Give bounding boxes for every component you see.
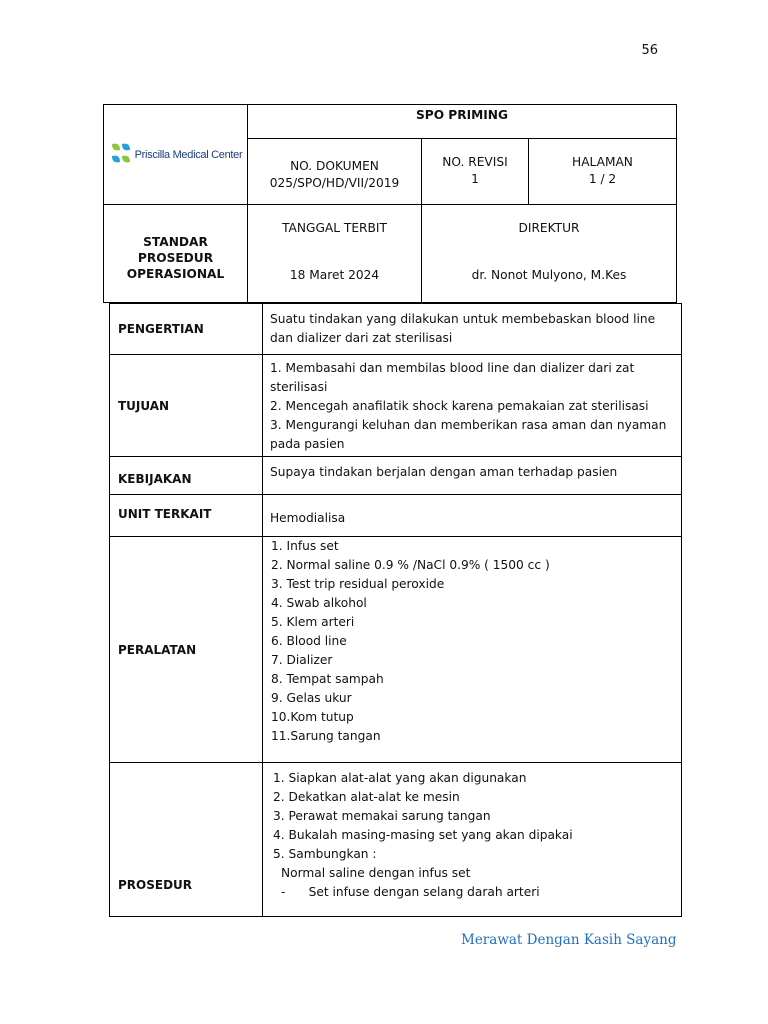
peralatan-list: [263, 537, 682, 763]
list-item: 2. Dekatkan alat-alat ke mesin: [273, 790, 460, 804]
halaman-value: 1 / 2: [588, 172, 617, 186]
kebijakan-label: KEBIJAKAN: [110, 457, 263, 495]
prosedur-subitem: Normal saline dengan infus set: [281, 866, 471, 880]
prosedur-dash-item: - Set infuse dengan selang darah arteri: [281, 885, 540, 899]
procedure-table: [109, 303, 682, 917]
list-item: 3. Test trip residual peroxide: [271, 577, 445, 591]
logo-text: Priscilla Medical Center: [134, 148, 243, 161]
clover-logo-icon: [109, 141, 133, 169]
no-dokumen-value: 025/SPO/HD/VII/2019: [269, 175, 400, 190]
tanggal-label: TANGGAL TERBIT: [282, 221, 387, 235]
list-item: 1. Membasahi dan membilas blood line dan dializer dari zat sterilisasi: [270, 361, 635, 394]
list-item: 5. Klem arteri: [271, 615, 355, 629]
unit-terkait-text: Hemodialisa: [263, 495, 682, 537]
standar-prosedur-cell: [104, 205, 248, 303]
list-item: 3. Perawat memakai sarung tangan: [273, 809, 491, 823]
pengertian-label: PENGERTIAN: [110, 304, 263, 355]
direktur-value: dr. Nonot Mulyono, M.Kes: [471, 268, 627, 282]
list-item: 5. Sambungkan :: [273, 847, 377, 861]
tujuan-list: [263, 355, 682, 457]
no-dokumen-cell: [248, 139, 422, 205]
prosedur-list: [263, 763, 682, 917]
standar-line2: PROSEDUR: [137, 250, 214, 265]
prosedur-label: PROSEDUR: [110, 763, 263, 917]
document-title: SPO PRIMING: [248, 105, 677, 139]
no-revisi-cell: [422, 139, 529, 205]
table-row: [110, 304, 682, 355]
no-revisi-label: NO. REVISI: [442, 155, 508, 169]
list-item: 2. Mencegah anafilatik shock karena pemakaian zat sterilisasi: [270, 399, 649, 413]
standar-line1: STANDAR: [143, 234, 208, 249]
list-item: 4. Bukalah masing-masing set yang akan dipakai: [273, 828, 573, 842]
list-item: 11.Sarung tangan: [271, 729, 381, 743]
list-item: 10.Kom tutup: [271, 710, 354, 724]
no-revisi-value: 1: [471, 172, 479, 186]
tujuan-label: TUJUAN: [110, 355, 263, 457]
pengertian-text: Suatu tindakan yang dilakukan untuk membebaskan blood line dan dializer dari zat sterilisasi: [263, 304, 682, 355]
tanggal-value: 18 Maret 2024: [289, 268, 380, 282]
list-item: 3. Mengurangi keluhan dan memberikan rasa aman dan nyaman pada pasien: [270, 418, 667, 451]
direktur-cell: [422, 205, 677, 303]
list-item: 2. Normal saline 0.9 % /NaCl 0.9% ( 1500 cc ): [271, 558, 550, 572]
peralatan-label: PERALATAN: [110, 537, 263, 763]
list-item: 9. Gelas ukur: [271, 691, 352, 705]
list-item: 7. Dializer: [271, 653, 333, 667]
list-item: 8. Tempat sampah: [271, 672, 384, 686]
table-row: [110, 495, 682, 537]
direktur-label: DIREKTUR: [518, 221, 580, 235]
list-item: 1. Siapkan alat-alat yang akan digunakan: [273, 771, 527, 785]
logo: [104, 141, 247, 169]
logo-cell: [104, 105, 248, 205]
halaman-label: HALAMAN: [572, 155, 633, 169]
halaman-cell: [529, 139, 677, 205]
standar-line3: OPERASIONAL: [126, 266, 225, 281]
footer-motto: Merawat Dengan Kasih Sayang: [461, 932, 677, 948]
list-item: 6. Blood line: [271, 634, 347, 648]
tanggal-terbit-cell: [248, 205, 422, 303]
document-header-table: [103, 104, 677, 303]
table-row: [110, 355, 682, 457]
kebijakan-text: Supaya tindakan berjalan dengan aman terhadap pasien: [263, 457, 682, 495]
table-row: [110, 457, 682, 495]
list-item: 1. Infus set: [271, 539, 339, 553]
table-row: [110, 537, 682, 763]
list-item: 4. Swab alkohol: [271, 596, 367, 610]
page-number: 56: [641, 43, 658, 58]
table-row: [110, 763, 682, 917]
unit-terkait-label: UNIT TERKAIT: [110, 495, 263, 537]
no-dokumen-label: NO. DOKUMEN: [290, 158, 379, 173]
